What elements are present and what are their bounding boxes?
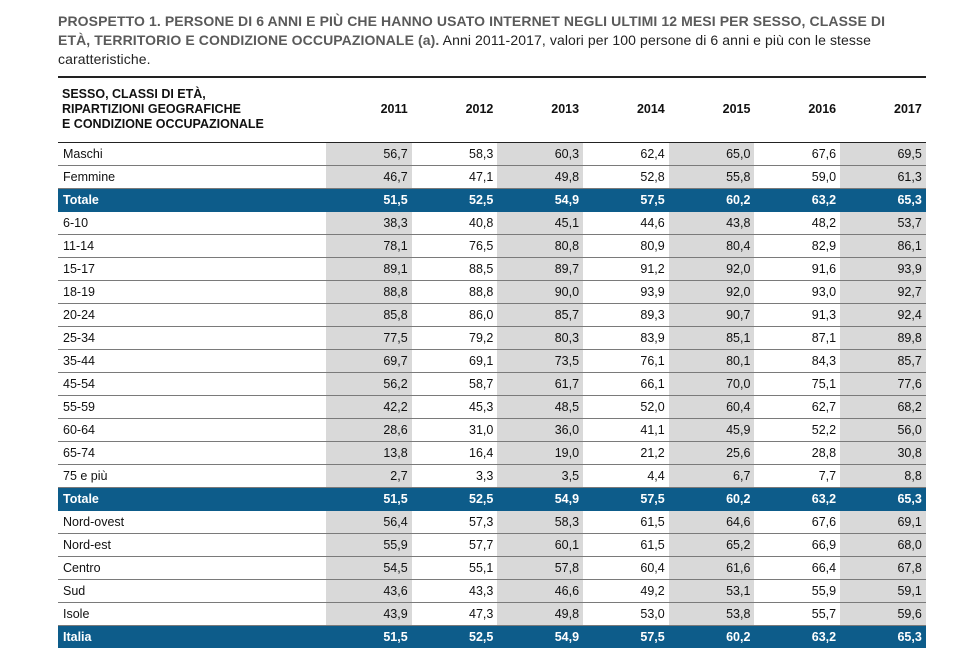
value-cell: 68,2 bbox=[840, 396, 926, 419]
value-cell: 59,6 bbox=[840, 603, 926, 626]
value-cell: 52,5 bbox=[412, 626, 498, 649]
table-row bbox=[58, 580, 926, 603]
row-label: 65-74 bbox=[58, 442, 326, 465]
value-cell: 89,3 bbox=[583, 304, 669, 327]
value-cell: 16,4 bbox=[412, 442, 498, 465]
table-row bbox=[58, 327, 926, 350]
value-cell: 55,7 bbox=[754, 603, 840, 626]
value-cell: 80,8 bbox=[497, 235, 583, 258]
value-cell: 61,5 bbox=[583, 534, 669, 557]
value-cell: 44,6 bbox=[583, 212, 669, 235]
value-cell: 61,6 bbox=[669, 557, 755, 580]
row-label: Sud bbox=[58, 580, 326, 603]
value-cell: 80,4 bbox=[669, 235, 755, 258]
value-cell: 69,5 bbox=[840, 143, 926, 166]
value-cell: 63,2 bbox=[754, 189, 840, 212]
row-label: 15-17 bbox=[58, 258, 326, 281]
value-cell: 86,1 bbox=[840, 235, 926, 258]
row-label: 25-34 bbox=[58, 327, 326, 350]
value-cell: 89,8 bbox=[840, 327, 926, 350]
value-cell: 57,5 bbox=[583, 626, 669, 649]
value-cell: 46,6 bbox=[497, 580, 583, 603]
value-cell: 65,3 bbox=[840, 488, 926, 511]
value-cell: 47,3 bbox=[412, 603, 498, 626]
value-cell: 3,3 bbox=[412, 465, 498, 488]
header-year: 2016 bbox=[754, 77, 840, 143]
value-cell: 67,6 bbox=[754, 511, 840, 534]
table-row bbox=[58, 281, 926, 304]
value-cell: 60,4 bbox=[669, 396, 755, 419]
value-cell: 85,7 bbox=[497, 304, 583, 327]
table-body bbox=[58, 143, 926, 649]
value-cell: 40,8 bbox=[412, 212, 498, 235]
value-cell: 88,5 bbox=[412, 258, 498, 281]
value-cell: 60,3 bbox=[497, 143, 583, 166]
value-cell: 88,8 bbox=[326, 281, 412, 304]
total-row bbox=[58, 626, 926, 649]
value-cell: 65,0 bbox=[669, 143, 755, 166]
value-cell: 64,6 bbox=[669, 511, 755, 534]
value-cell: 90,7 bbox=[669, 304, 755, 327]
value-cell: 62,7 bbox=[754, 396, 840, 419]
value-cell: 66,1 bbox=[583, 373, 669, 396]
data-table bbox=[58, 76, 926, 648]
value-cell: 89,1 bbox=[326, 258, 412, 281]
value-cell: 82,9 bbox=[754, 235, 840, 258]
row-label: Nord-est bbox=[58, 534, 326, 557]
value-cell: 54,9 bbox=[497, 488, 583, 511]
value-cell: 63,2 bbox=[754, 626, 840, 649]
row-label: 60-64 bbox=[58, 419, 326, 442]
value-cell: 51,5 bbox=[326, 488, 412, 511]
value-cell: 55,9 bbox=[754, 580, 840, 603]
value-cell: 46,7 bbox=[326, 166, 412, 189]
table-row bbox=[58, 350, 926, 373]
total-row bbox=[58, 189, 926, 212]
value-cell: 56,2 bbox=[326, 373, 412, 396]
header-year: 2017 bbox=[840, 77, 926, 143]
value-cell: 31,0 bbox=[412, 419, 498, 442]
value-cell: 70,0 bbox=[669, 373, 755, 396]
table-row bbox=[58, 235, 926, 258]
value-cell: 58,3 bbox=[412, 143, 498, 166]
value-cell: 61,7 bbox=[497, 373, 583, 396]
value-cell: 55,1 bbox=[412, 557, 498, 580]
value-cell: 58,7 bbox=[412, 373, 498, 396]
row-label: Totale bbox=[58, 488, 326, 511]
value-cell: 77,5 bbox=[326, 327, 412, 350]
value-cell: 51,5 bbox=[326, 189, 412, 212]
table-row bbox=[58, 258, 926, 281]
value-cell: 45,3 bbox=[412, 396, 498, 419]
value-cell: 67,8 bbox=[840, 557, 926, 580]
value-cell: 60,2 bbox=[669, 189, 755, 212]
value-cell: 66,9 bbox=[754, 534, 840, 557]
table-title bbox=[58, 12, 920, 69]
value-cell: 86,0 bbox=[412, 304, 498, 327]
value-cell: 53,7 bbox=[840, 212, 926, 235]
value-cell: 52,2 bbox=[754, 419, 840, 442]
value-cell: 61,3 bbox=[840, 166, 926, 189]
header-row bbox=[58, 77, 926, 143]
value-cell: 57,3 bbox=[412, 511, 498, 534]
value-cell: 54,9 bbox=[497, 189, 583, 212]
value-cell: 92,0 bbox=[669, 258, 755, 281]
header-year: 2013 bbox=[497, 77, 583, 143]
value-cell: 45,1 bbox=[497, 212, 583, 235]
value-cell: 92,4 bbox=[840, 304, 926, 327]
value-cell: 28,8 bbox=[754, 442, 840, 465]
value-cell: 62,4 bbox=[583, 143, 669, 166]
value-cell: 85,7 bbox=[840, 350, 926, 373]
value-cell: 65,3 bbox=[840, 626, 926, 649]
value-cell: 2,7 bbox=[326, 465, 412, 488]
value-cell: 76,1 bbox=[583, 350, 669, 373]
value-cell: 53,1 bbox=[669, 580, 755, 603]
value-cell: 84,3 bbox=[754, 350, 840, 373]
value-cell: 80,9 bbox=[583, 235, 669, 258]
row-label: Totale bbox=[58, 189, 326, 212]
row-label: Italia bbox=[58, 626, 326, 649]
value-cell: 63,2 bbox=[754, 488, 840, 511]
header-label bbox=[58, 77, 326, 143]
value-cell: 80,1 bbox=[669, 350, 755, 373]
table-row bbox=[58, 373, 926, 396]
value-cell: 52,5 bbox=[412, 488, 498, 511]
value-cell: 47,1 bbox=[412, 166, 498, 189]
value-cell: 56,0 bbox=[840, 419, 926, 442]
value-cell: 78,1 bbox=[326, 235, 412, 258]
value-cell: 19,0 bbox=[497, 442, 583, 465]
row-label: 75 e più bbox=[58, 465, 326, 488]
value-cell: 61,5 bbox=[583, 511, 669, 534]
value-cell: 58,3 bbox=[497, 511, 583, 534]
value-cell: 65,3 bbox=[840, 189, 926, 212]
table-row bbox=[58, 557, 926, 580]
value-cell: 52,8 bbox=[583, 166, 669, 189]
value-cell: 69,7 bbox=[326, 350, 412, 373]
table-row bbox=[58, 304, 926, 327]
row-label: Centro bbox=[58, 557, 326, 580]
document-page bbox=[58, 12, 920, 648]
table-row bbox=[58, 419, 926, 442]
value-cell: 66,4 bbox=[754, 557, 840, 580]
header-label-line: SESSO, CLASSI DI ETÀ, bbox=[62, 86, 206, 101]
row-label: Nord-ovest bbox=[58, 511, 326, 534]
value-cell: 41,1 bbox=[583, 419, 669, 442]
value-cell: 43,8 bbox=[669, 212, 755, 235]
value-cell: 49,2 bbox=[583, 580, 669, 603]
value-cell: 4,4 bbox=[583, 465, 669, 488]
value-cell: 43,9 bbox=[326, 603, 412, 626]
header-year: 2011 bbox=[326, 77, 412, 143]
header-year: 2012 bbox=[412, 77, 498, 143]
value-cell: 65,2 bbox=[669, 534, 755, 557]
value-cell: 79,2 bbox=[412, 327, 498, 350]
value-cell: 75,1 bbox=[754, 373, 840, 396]
table-row bbox=[58, 396, 926, 419]
table-row bbox=[58, 212, 926, 235]
value-cell: 30,8 bbox=[840, 442, 926, 465]
value-cell: 92,0 bbox=[669, 281, 755, 304]
value-cell: 51,5 bbox=[326, 626, 412, 649]
value-cell: 90,0 bbox=[497, 281, 583, 304]
row-label: 20-24 bbox=[58, 304, 326, 327]
header-label-line: RIPARTIZIONI GEOGRAFICHE bbox=[62, 101, 241, 116]
value-cell: 87,1 bbox=[754, 327, 840, 350]
header-year: 2014 bbox=[583, 77, 669, 143]
value-cell: 6,7 bbox=[669, 465, 755, 488]
value-cell: 89,7 bbox=[497, 258, 583, 281]
value-cell: 91,2 bbox=[583, 258, 669, 281]
row-label: 11-14 bbox=[58, 235, 326, 258]
value-cell: 43,3 bbox=[412, 580, 498, 603]
value-cell: 59,1 bbox=[840, 580, 926, 603]
value-cell: 57,7 bbox=[412, 534, 498, 557]
row-label: Maschi bbox=[58, 143, 326, 166]
value-cell: 7,7 bbox=[754, 465, 840, 488]
value-cell: 93,0 bbox=[754, 281, 840, 304]
value-cell: 8,8 bbox=[840, 465, 926, 488]
value-cell: 93,9 bbox=[583, 281, 669, 304]
header-label-line: E CONDIZIONE OCCUPAZIONALE bbox=[62, 116, 264, 131]
row-label: Femmine bbox=[58, 166, 326, 189]
table-row bbox=[58, 442, 926, 465]
total-row bbox=[58, 488, 926, 511]
value-cell: 36,0 bbox=[497, 419, 583, 442]
value-cell: 91,6 bbox=[754, 258, 840, 281]
table-title-subtitle: Anni 2011-2017, valori per 100 persone di 6 anni e più con le stesse caratteristiche. bbox=[58, 32, 872, 67]
table-row bbox=[58, 465, 926, 488]
value-cell: 69,1 bbox=[840, 511, 926, 534]
value-cell: 60,2 bbox=[669, 626, 755, 649]
value-cell: 60,4 bbox=[583, 557, 669, 580]
value-cell: 56,7 bbox=[326, 143, 412, 166]
value-cell: 3,5 bbox=[497, 465, 583, 488]
value-cell: 80,3 bbox=[497, 327, 583, 350]
table-row bbox=[58, 603, 926, 626]
value-cell: 91,3 bbox=[754, 304, 840, 327]
value-cell: 57,5 bbox=[583, 189, 669, 212]
value-cell: 53,8 bbox=[669, 603, 755, 626]
value-cell: 57,5 bbox=[583, 488, 669, 511]
table-row bbox=[58, 166, 926, 189]
table-title-bold: PROSPETTO 1. PERSONE DI 6 ANNI E PIÙ CHE HANNO USATO INTERNET NEGLI ULTIMI 12 MESI PER SESSO, CLASSE DI ETÀ, TERRITORIO E CONDIZIONE OCCUPAZIONALE (a). bbox=[58, 13, 886, 48]
value-cell: 54,5 bbox=[326, 557, 412, 580]
row-label: 18-19 bbox=[58, 281, 326, 304]
value-cell: 21,2 bbox=[583, 442, 669, 465]
value-cell: 56,4 bbox=[326, 511, 412, 534]
value-cell: 83,9 bbox=[583, 327, 669, 350]
value-cell: 77,6 bbox=[840, 373, 926, 396]
row-label: 55-59 bbox=[58, 396, 326, 419]
table-row bbox=[58, 143, 926, 166]
value-cell: 93,9 bbox=[840, 258, 926, 281]
value-cell: 59,0 bbox=[754, 166, 840, 189]
value-cell: 68,0 bbox=[840, 534, 926, 557]
value-cell: 69,1 bbox=[412, 350, 498, 373]
table-row bbox=[58, 511, 926, 534]
value-cell: 60,2 bbox=[669, 488, 755, 511]
value-cell: 43,6 bbox=[326, 580, 412, 603]
table-row bbox=[58, 534, 926, 557]
value-cell: 28,6 bbox=[326, 419, 412, 442]
value-cell: 52,5 bbox=[412, 189, 498, 212]
value-cell: 55,9 bbox=[326, 534, 412, 557]
value-cell: 60,1 bbox=[497, 534, 583, 557]
value-cell: 67,6 bbox=[754, 143, 840, 166]
value-cell: 25,6 bbox=[669, 442, 755, 465]
value-cell: 85,8 bbox=[326, 304, 412, 327]
value-cell: 49,8 bbox=[497, 603, 583, 626]
row-label: 45-54 bbox=[58, 373, 326, 396]
value-cell: 52,0 bbox=[583, 396, 669, 419]
value-cell: 48,5 bbox=[497, 396, 583, 419]
value-cell: 73,5 bbox=[497, 350, 583, 373]
row-label: 6-10 bbox=[58, 212, 326, 235]
value-cell: 57,8 bbox=[497, 557, 583, 580]
value-cell: 53,0 bbox=[583, 603, 669, 626]
row-label: 35-44 bbox=[58, 350, 326, 373]
value-cell: 49,8 bbox=[497, 166, 583, 189]
value-cell: 54,9 bbox=[497, 626, 583, 649]
value-cell: 88,8 bbox=[412, 281, 498, 304]
value-cell: 45,9 bbox=[669, 419, 755, 442]
value-cell: 13,8 bbox=[326, 442, 412, 465]
header-year: 2015 bbox=[669, 77, 755, 143]
value-cell: 85,1 bbox=[669, 327, 755, 350]
value-cell: 92,7 bbox=[840, 281, 926, 304]
value-cell: 38,3 bbox=[326, 212, 412, 235]
value-cell: 76,5 bbox=[412, 235, 498, 258]
value-cell: 42,2 bbox=[326, 396, 412, 419]
row-label: Isole bbox=[58, 603, 326, 626]
value-cell: 55,8 bbox=[669, 166, 755, 189]
value-cell: 48,2 bbox=[754, 212, 840, 235]
